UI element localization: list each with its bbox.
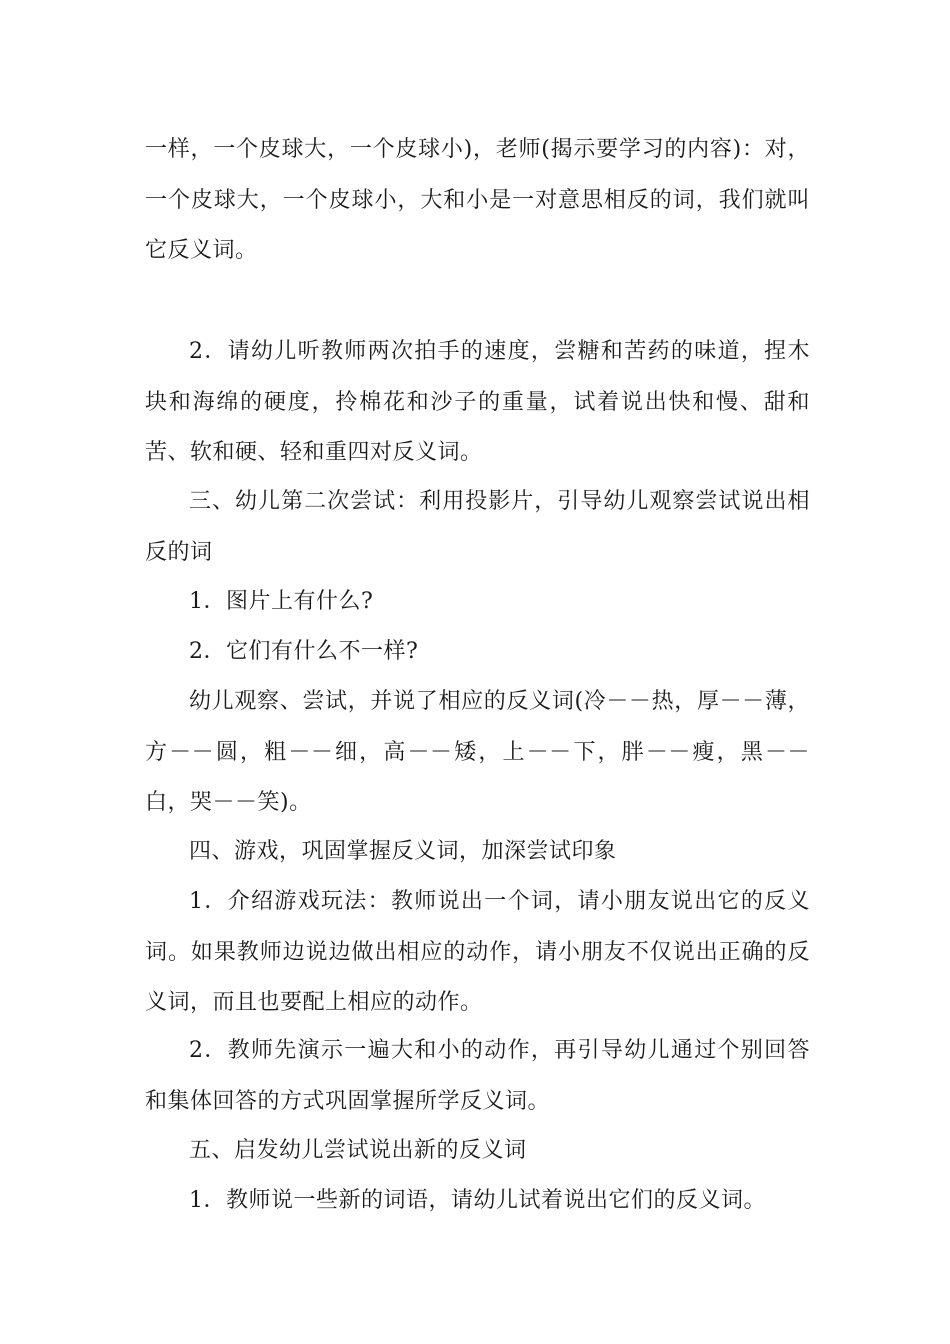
paragraph-demonstration: 2．教师先演示一遍大和小的动作，再引导幼儿通过个别回答和集体回答的方式巩固掌握所学反义词。 — [145, 1038, 810, 1114]
question-1: 1．图片上有什么? — [189, 589, 374, 614]
section-heading-3: 三、幼儿第二次尝试：利用投影片，引导幼儿观察尝试说出相反的词 — [145, 489, 810, 565]
paragraph-step-2: 2．请幼儿听教师两次拍手的速度，尝糖和苦药的味道，捏木块和海绵的硬度，拎棉花和沙子的重量，试着说出快和慢、甜和苦、软和硬、轻和重四对反义词。 — [145, 339, 810, 465]
paragraph-observation: 幼儿观察、尝试，并说了相应的反义词(冷－－热，厚－－薄，方－－圆，粗－－细，高－－矮，上－－下，胖－－瘦，黑－－白，哭－－笑)。 — [145, 689, 810, 815]
section-heading-4: 四、游戏，巩固掌握反义词，加深尝试印象 — [189, 839, 617, 864]
paragraph-continuation: 一样，一个皮球大，一个皮球小)，老师(揭示要学习的内容)：对，一个皮球大，一个皮球小，大和小是一对意思相反的词，我们就叫它反义词。 — [145, 137, 810, 263]
paragraph-new-words: 1．教师说一些新的词语，请幼儿试着说出它们的反义词。 — [189, 1188, 766, 1213]
paragraph-game-rules: 1．介绍游戏玩法：教师说出一个词，请小朋友说出它的反义词。如果教师边说边做出相应的动作，请小朋友不仅说出正确的反义词，而且也要配上相应的动作。 — [145, 889, 810, 1015]
section-heading-5: 五、启发幼儿尝试说出新的反义词 — [189, 1138, 527, 1163]
question-2: 2．它们有什么不一样? — [189, 639, 419, 664]
